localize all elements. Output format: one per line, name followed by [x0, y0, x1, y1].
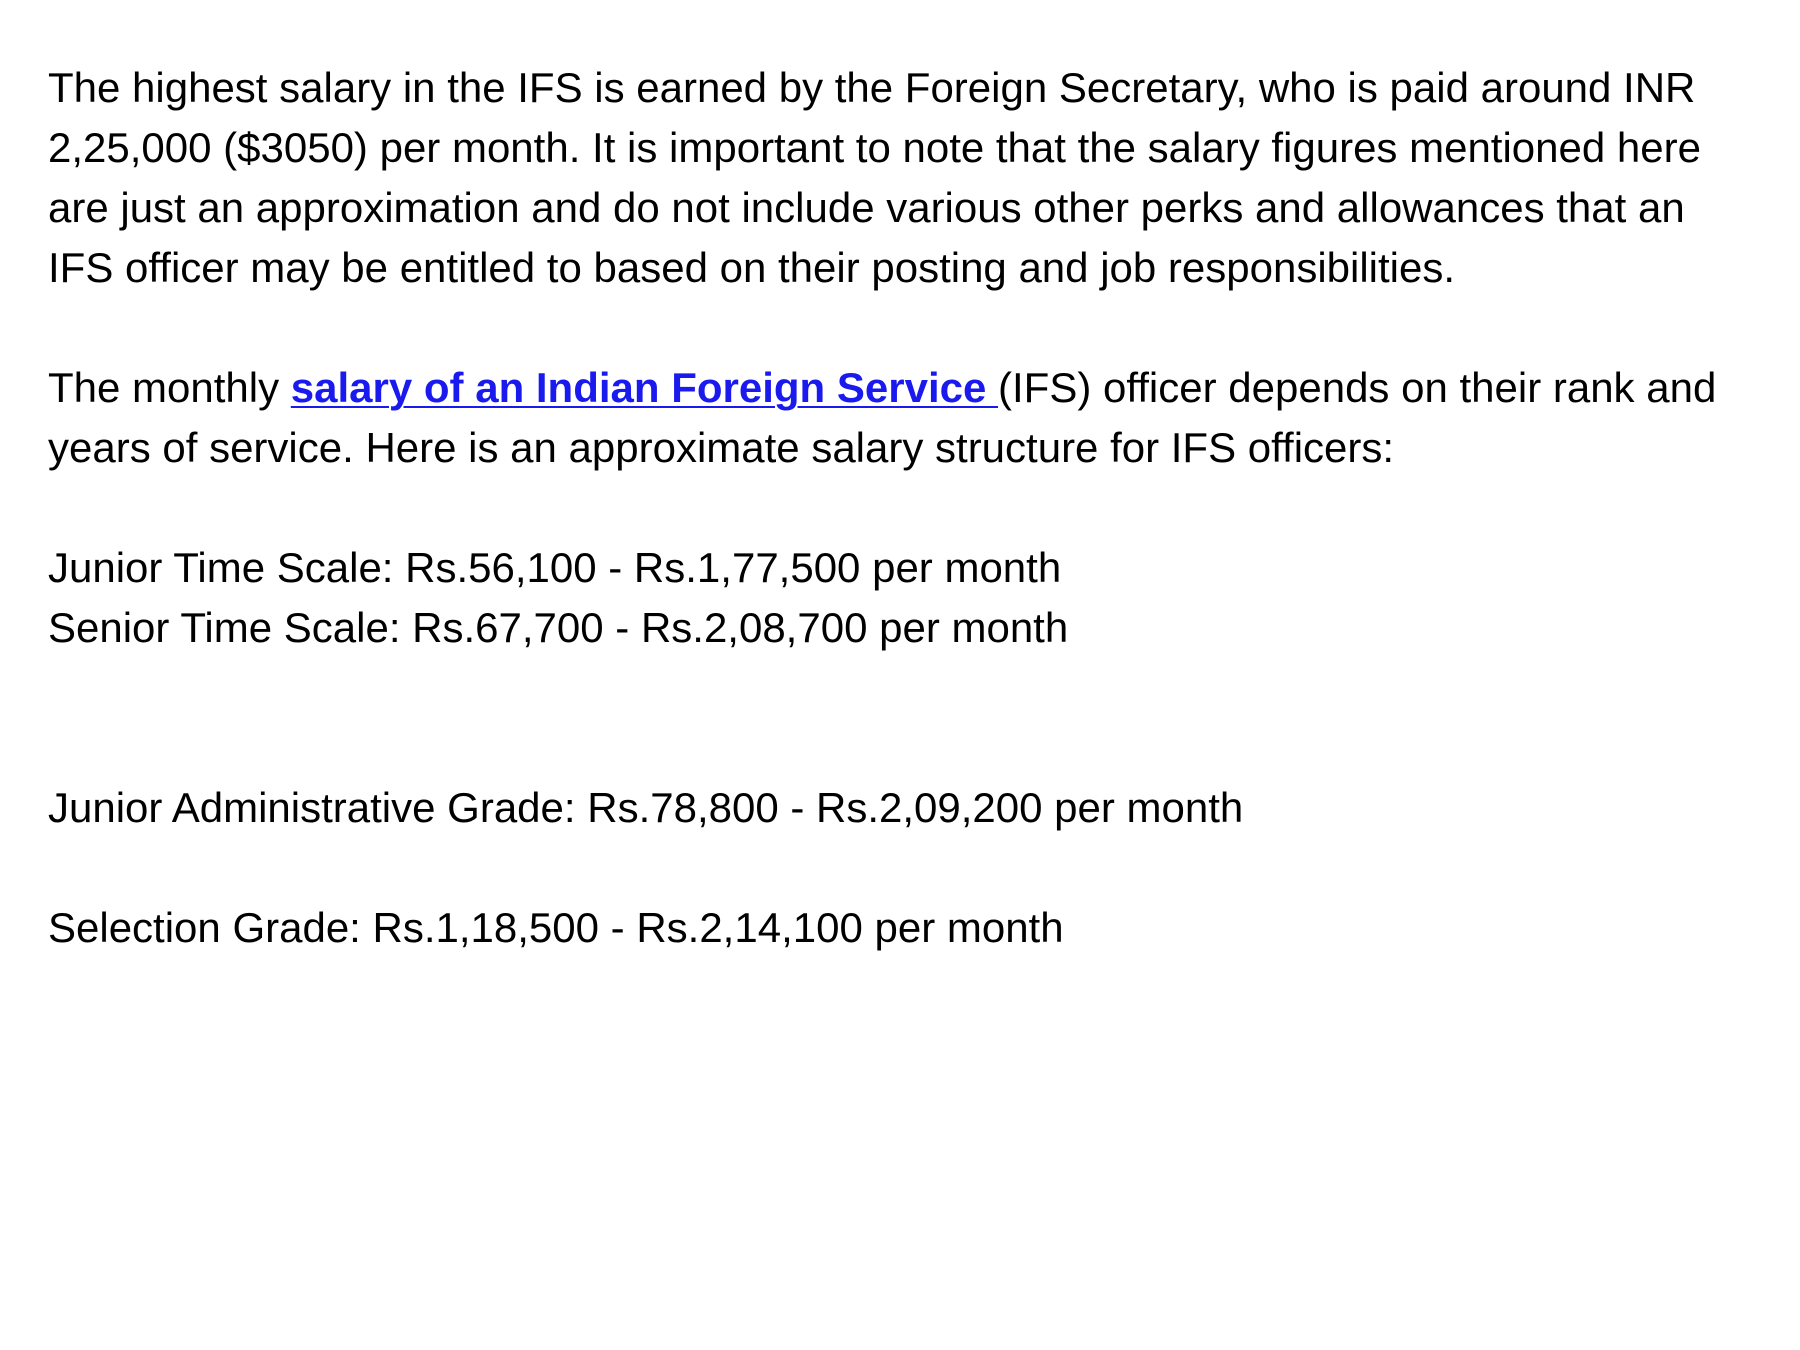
- intro-paragraph: The highest salary in the IFS is earned by the Foreign Secretary, who is paid around INR 2,25,000 ($3050) per month. It is important to note that the salary figures mentioned here are just an approximation and do not include various other perks and allowances that an IFS officer may be entitled to based on their posting and job responsibilities.: [48, 64, 1701, 291]
- salary-line-junior-administrative-grade: Junior Administrative Grade: Rs.78,800 - Rs.2,09,200 per month: [48, 784, 1244, 831]
- salary-line-selection-grade: Selection Grade: Rs.1,18,500 - Rs.2,14,100 per month: [48, 904, 1064, 951]
- salary-line-senior-time-scale: Senior Time Scale: Rs.67,700 - Rs.2,08,700 per month: [48, 604, 1069, 651]
- paragraph-text-before-link: The monthly: [48, 364, 291, 411]
- salary-list: [48, 538, 1760, 958]
- spacer: [48, 838, 1760, 898]
- salary-line-junior-time-scale: Junior Time Scale: Rs.56,100 - Rs.1,77,500 per month: [48, 544, 1062, 591]
- paragraph-text-after-link: (IFS) officer depends on their rank and years of service. Here is an approximate salary structure for IFS officers:: [48, 364, 1717, 471]
- salary-structure-paragraph: [48, 358, 1760, 478]
- spacer: [48, 658, 1760, 778]
- salary-ifs-link[interactable]: salary of an Indian Foreign Service: [290, 364, 999, 411]
